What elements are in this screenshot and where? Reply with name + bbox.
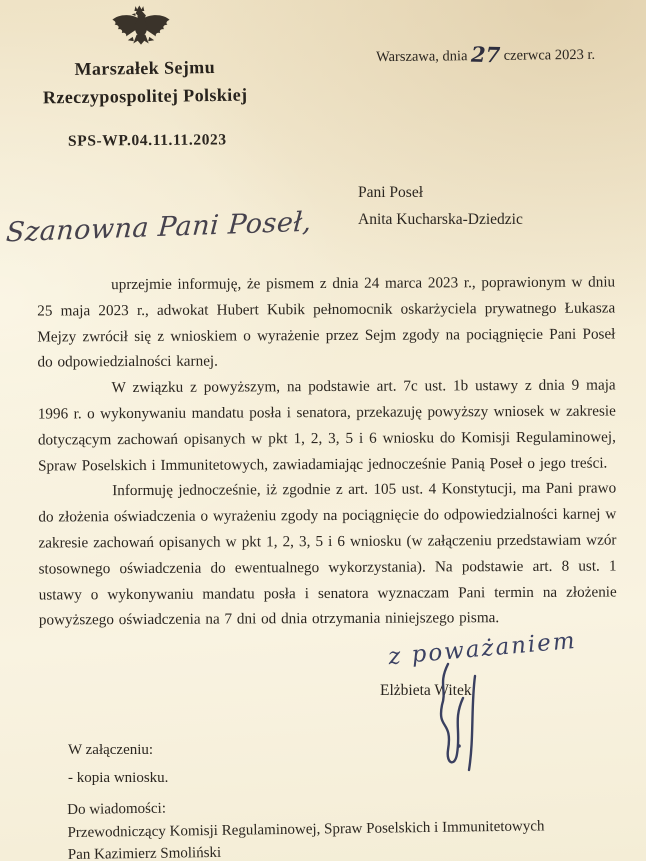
sender-title-line1: Marszałek Sejmu — [74, 57, 216, 79]
polish-eagle-emblem-icon — [108, 2, 174, 52]
signer-name: Elżbieta Witek — [380, 682, 472, 699]
addressee-role: Pani Poseł — [358, 184, 424, 201]
body-paragraph-1: uprzejmie informuję, że pismem z dnia 24 marca 2023 r., poprawionym w dniu 25 maja 2023 r., adwokat Hubert Kubik pełnomocnik oskarżyciela prywatnego Łukasza Mejzy zwrócił się z wnioskiem o wyrażenie przez Sejm zgody na pociągnięcie Pani Poseł do odpowiedzialności karnej. — [37, 273, 616, 371]
handwritten-valediction: z poważaniem — [387, 627, 578, 671]
date-prefix: Warszawa, dnia — [375, 48, 468, 66]
attachments-item: - kopia wniosku. — [68, 770, 169, 786]
cc-recipient-role: Przewodniczący Komisji Regulaminowej, Spraw Poselskich i Immunitetowych — [67, 817, 545, 841]
cc-block — [67, 792, 545, 866]
signature-scribble-icon — [418, 658, 498, 778]
handwritten-day: 27 — [471, 41, 501, 68]
body-paragraph-3: Informuję jednocześnie, iż zgodnie z art. 105 ust. 4 Konstytucji, ma Pani prawo do złożenia oświadczenia o wyrażeniu zgody na pociągnięcie do odpowiedzialności karnej w zakresie zachowań opisanych w pkt 1, 2, 3, 5 i 6 wniosku (w załączeniu przedstawiam wzór stosownego oświadczenia do ewentualnego wykorzystania). Na podstawie art. 8 ust. 1 ustawy o wykonywaniu mandatu posła i senatora wyznaczam Pani termin na złożenie powyższego oświadczenia na 7 dni od dnia otrzymania niniejszego pisma. — [38, 479, 617, 629]
addressee-name: Anita Kucharska-Dziedzic — [358, 211, 523, 228]
letter-body — [37, 269, 617, 633]
attachments-block — [68, 736, 168, 792]
handwritten-greeting: Szanowna Pani Poseł, — [5, 206, 313, 249]
cc-heading: Do wiadomości: — [67, 800, 167, 819]
sender-letterhead — [0, 52, 290, 112]
date-suffix: czerwca 2023 r. — [503, 46, 596, 64]
attachments-heading: W załączeniu: — [68, 742, 154, 758]
date-line — [376, 39, 595, 66]
reference-number: SPS-WP.04.11.11.2023 — [67, 131, 227, 150]
sender-title-line2: Rzeczypospolitej Polskiej — [42, 84, 248, 108]
addressee-block — [358, 179, 523, 233]
cc-recipient-name: Pan Kazimierz Smoliński — [67, 844, 222, 864]
body-paragraph-2: W związku z powyższym, na podstawie art. 7c ust. 1b ustawy z dnia 9 maja 1996 r. o wykonywaniu mandatu posła i senatora, przekazuję powyższy wniosek w zakresie dotyczącym zachowań opisanych w pkt 1, 2, 3, 5 i 6 wniosku do Komisji Regulaminowej, Spraw Poselskich i Immunitetowych, zawiadamiając jednocześnie Panią Poseł o jego treści. — [37, 376, 616, 475]
